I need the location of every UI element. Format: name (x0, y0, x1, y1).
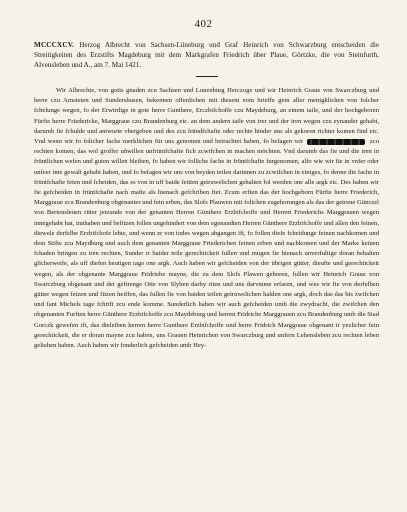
document-number: MCCCXCV. (34, 41, 75, 49)
document-body (34, 86, 379, 351)
document-heading (34, 40, 379, 77)
page-number: 402 (194, 18, 213, 30)
heading-divider (196, 76, 218, 77)
body-paragraph-continuation: zcu rechten komen, das wol groffer uñwillen unfrüntfchafte fich zcwifchen in machen möchten. Vnd darumb das fie und die iren in früntlichen wefen und guten willen bleiben, fo haben wir folliche fache in früntfchafte furgenomen, alfo wie wir fie in vnfer oder unfeer ime gewalt gehabt haben, und fo befagen wir uns von beyden teilen darinnen zu zcwifchen in einiges, fo denne die fache in früntfchafte feien und fcheiden, das es von in uff baide feitten getruwelichen gehalten fol werden one alle argk etc. Des haben wir fie gefcheiden in früntfchafte nach mafte als hienach gefchriben ftet. Zcum erften das der hochgeborn Fürfte herre Friederich, Marggraue zcu Brandenburg obgenanter und fein erben, das Slofs Plauwen mit folichen zugehorungen als das der getreue Günczel von Bertensleuen ritter jetzunde von der genanten Herren Günthers Erzbifchoffs und Herren Friederichs Marggrauen wegen innegehabt hat, innhaben und befitzen follen ungehindert von dem egenandten Herren Günthere Erzbifchoffe und allen den feinen, diewele derfelbe Erzbifchofe lebte, und wenn er von todes wegen abgangen ift, fo follen diefe fcheidunge feinen nachkomen und dem Stifte zcu Maydburg und auch dem genanten Marggraue Friederichen feinen erben und nachkomen und der Marke keinen fchaden bringen zu iren rechten, Sunder ir baider teile gerechtickeit fullen und mugen fie hienach unverfultige doran behalten glicherweife, als uff diefen heutigen tage one argk. Auch haben wir gefcheiden von der übrigen gütter, dieufte und gerechtickeit wegen, als der obgenante Marggraue Fridriehe mayne, die zu dem Slofs Plawen gehoren, fullen wir Heinrich Graue von Swarczburg obgenant und der geftrenge Otte von Slyben darby riten und uns darvmme erfaren, und wes wir fie von derfelben gütter wegen fetzen und fitzen heiffen, das fullen fie von baiden teilen getruwelichen halden one argk, doch das das bis zwifchen und fant Michels tage fchrift zcu ende komme. Sunderlich haben wir auch gefcheiden umb die zwydracht, die zwifchen den obgenanten Furften herre Günthere Erzbifchoffe zcu Maydeburg und herren Fridriche Marggrauen zcu Brandenburg umb die Stad Gorczk gewefen ift, das dieleiben herren herre Gunthere Erzbifchoffe und herre Fridrich Marggraue obgenant ir yezlicher fein gerechtickeit, die er doran mayne zcu haben, uns Grauen Heinrichen von Swarczburg und unfern Lehensleben zcu rechten leben geliehen haben. Auch haben wir fonderlich gefcheiden umb Hey- (34, 138, 379, 350)
body-paragraph-start: Wir Albrechte, von gotis gnaden zcu Sachsen und Lunenburg Herczoge und wir Heinrich Graue von Swarczburg und herre czu Arnsteten und Sundershusen, bekennen offenlichen mit diesem eoin brieffe gein aller menigklichen von folcher fchelunge wegen, fo der Erwirdige in gote herre Gunthere, Erczbifchoffe czu Maydeburg, an einem taile, und der hochgeboren Fürfte herre Friedericke, Marggraue czu Brandenburg etc. an dem andern taile von irer und der iren wegen czu eynander gehabt, darumb fie fchulde und antwurte vbergeben und des zcu fründfchafte oder rechte hinder uns als gekoren richter komen find etc. Vnd wenn wir fo folicher fache merklichen für uns genomen und betrachtet haben, fo befagen wir (34, 87, 379, 146)
body-paragraph (34, 86, 379, 351)
heading-text: Herzog Albrecht von Sachsen-Lüneburg und Graf Heinrich von Schwarzburg entscheiden die Streitigkeiten des Erzstifts Magdeburg mit dem Markgrafen Friedrich über Plaue, Görtzke, die von Steinfurth, Alvensleben und A., am 7. Mai 1421. (34, 41, 379, 69)
erased-passage (307, 139, 365, 145)
